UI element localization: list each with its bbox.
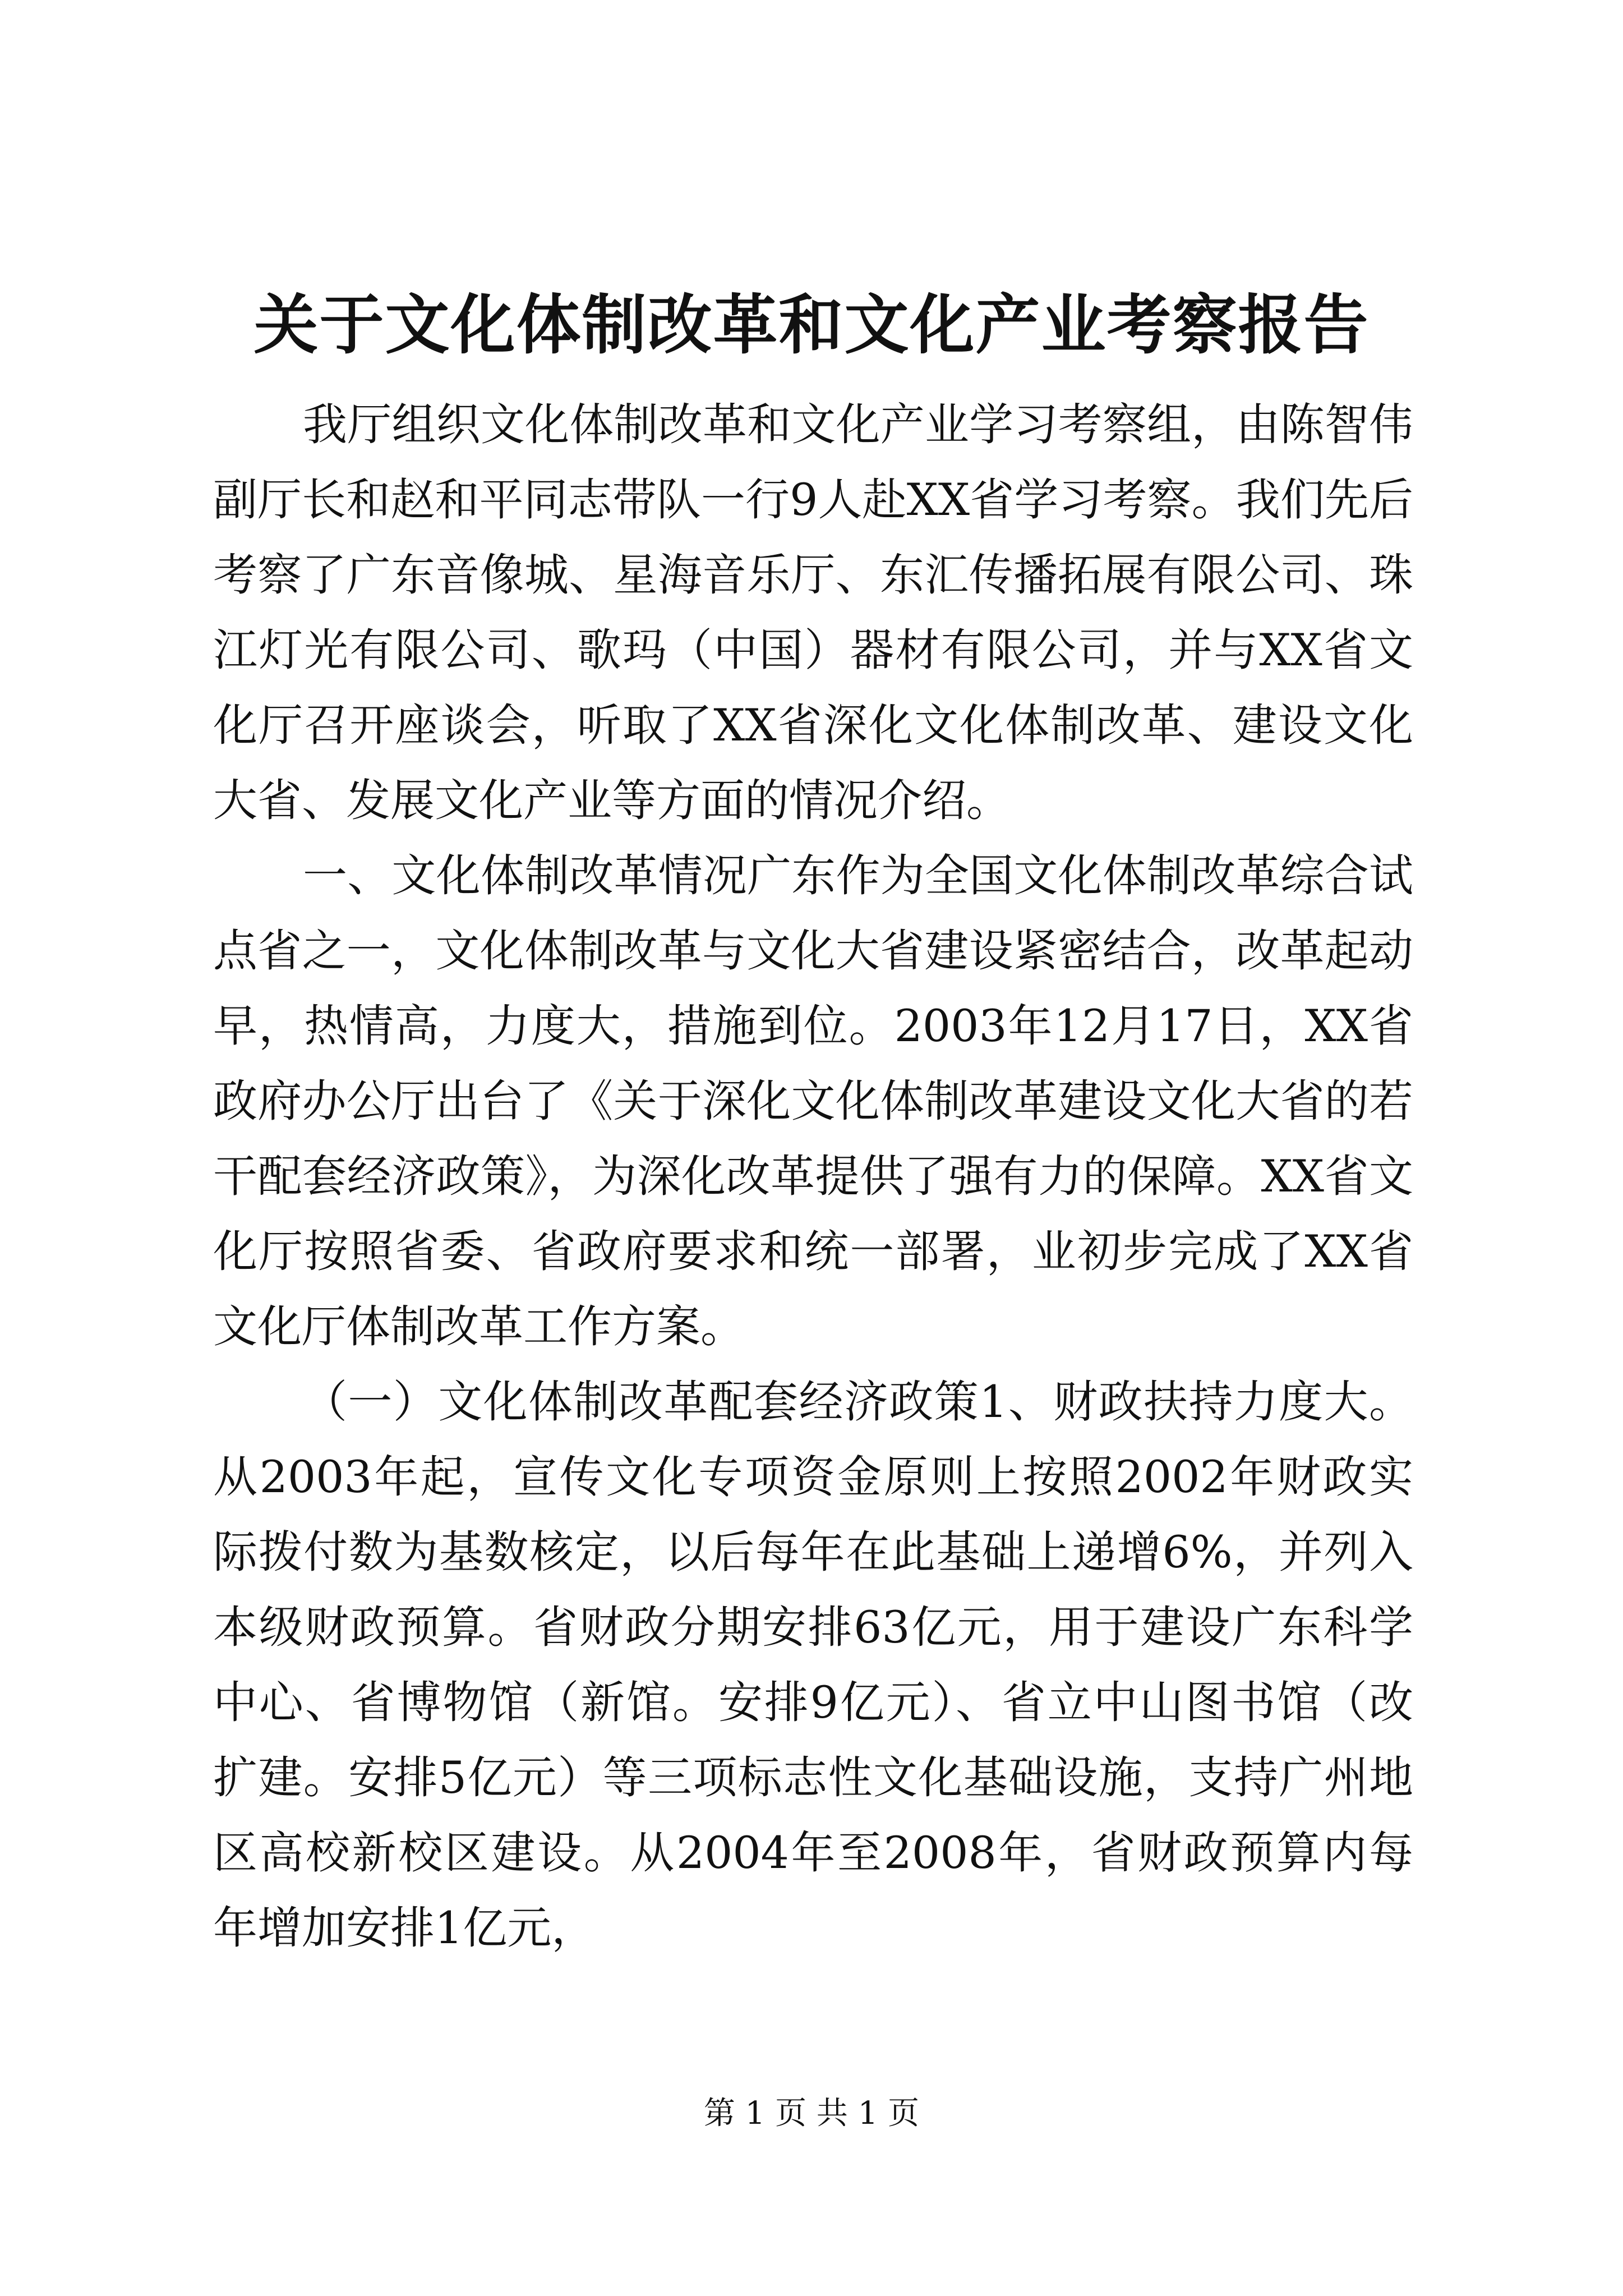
document-title: 关于文化体制改革和文化产业考察报告 xyxy=(253,287,1370,363)
paragraph-intro: 我厅组织文化体制改革和文化产业学习考察组，由陈智伟副厅长和赵和平同志带队一行9人赴XX省学习考察。我们先后考察了广东音像城、星海音乐厅、东汇传播拓展有限公司、珠江灯光有限公司、歌玛（中国）器材有限公司，并与XX省文化厅召开座谈会，听取了XX省深化文化体制改革、建设文化大省、发展文化产业等方面的情况介绍。 xyxy=(213,399,1413,826)
document-body xyxy=(213,387,1413,1966)
paragraph-subsection-one: （一）文化体制改革配套经济政策1、财政扶持力度大。从2003年起，宣传文化专项资金原则上按照2002年财政实际拨付数为基数核定，以后每年在此基础上递增6%，并列入本级财政预算。省财政分期安排63亿元，用于建设广东科学中心、省博物馆（新馆。安排9亿元）、省立中山图书馆（改扩建。安排5亿元）等三项标志性文化基础设施，支持广州地区高校新校区建设。从2004年至2008年，省财政预算内每年增加安排1亿元， xyxy=(213,1376,1413,1954)
paragraph-section-one: 一、文化体制改革情况广东作为全国文化体制改革综合试点省之一，文化体制改革与文化大省建设紧密结合，改革起动早，热情高，力度大，措施到位。2003年12月17日，XX省政府办公厅出台了《关于深化文化体制改革建设文化大省的若干配套经济政策》，为深化改革提供了强有力的保障。XX省文化厅按照省委、省政府要求和统一部署，业初步完成了XX省文化厅体制改革工作方案。 xyxy=(213,850,1413,1352)
page-footer: 第 1 页 共 1 页 xyxy=(703,2095,920,2132)
